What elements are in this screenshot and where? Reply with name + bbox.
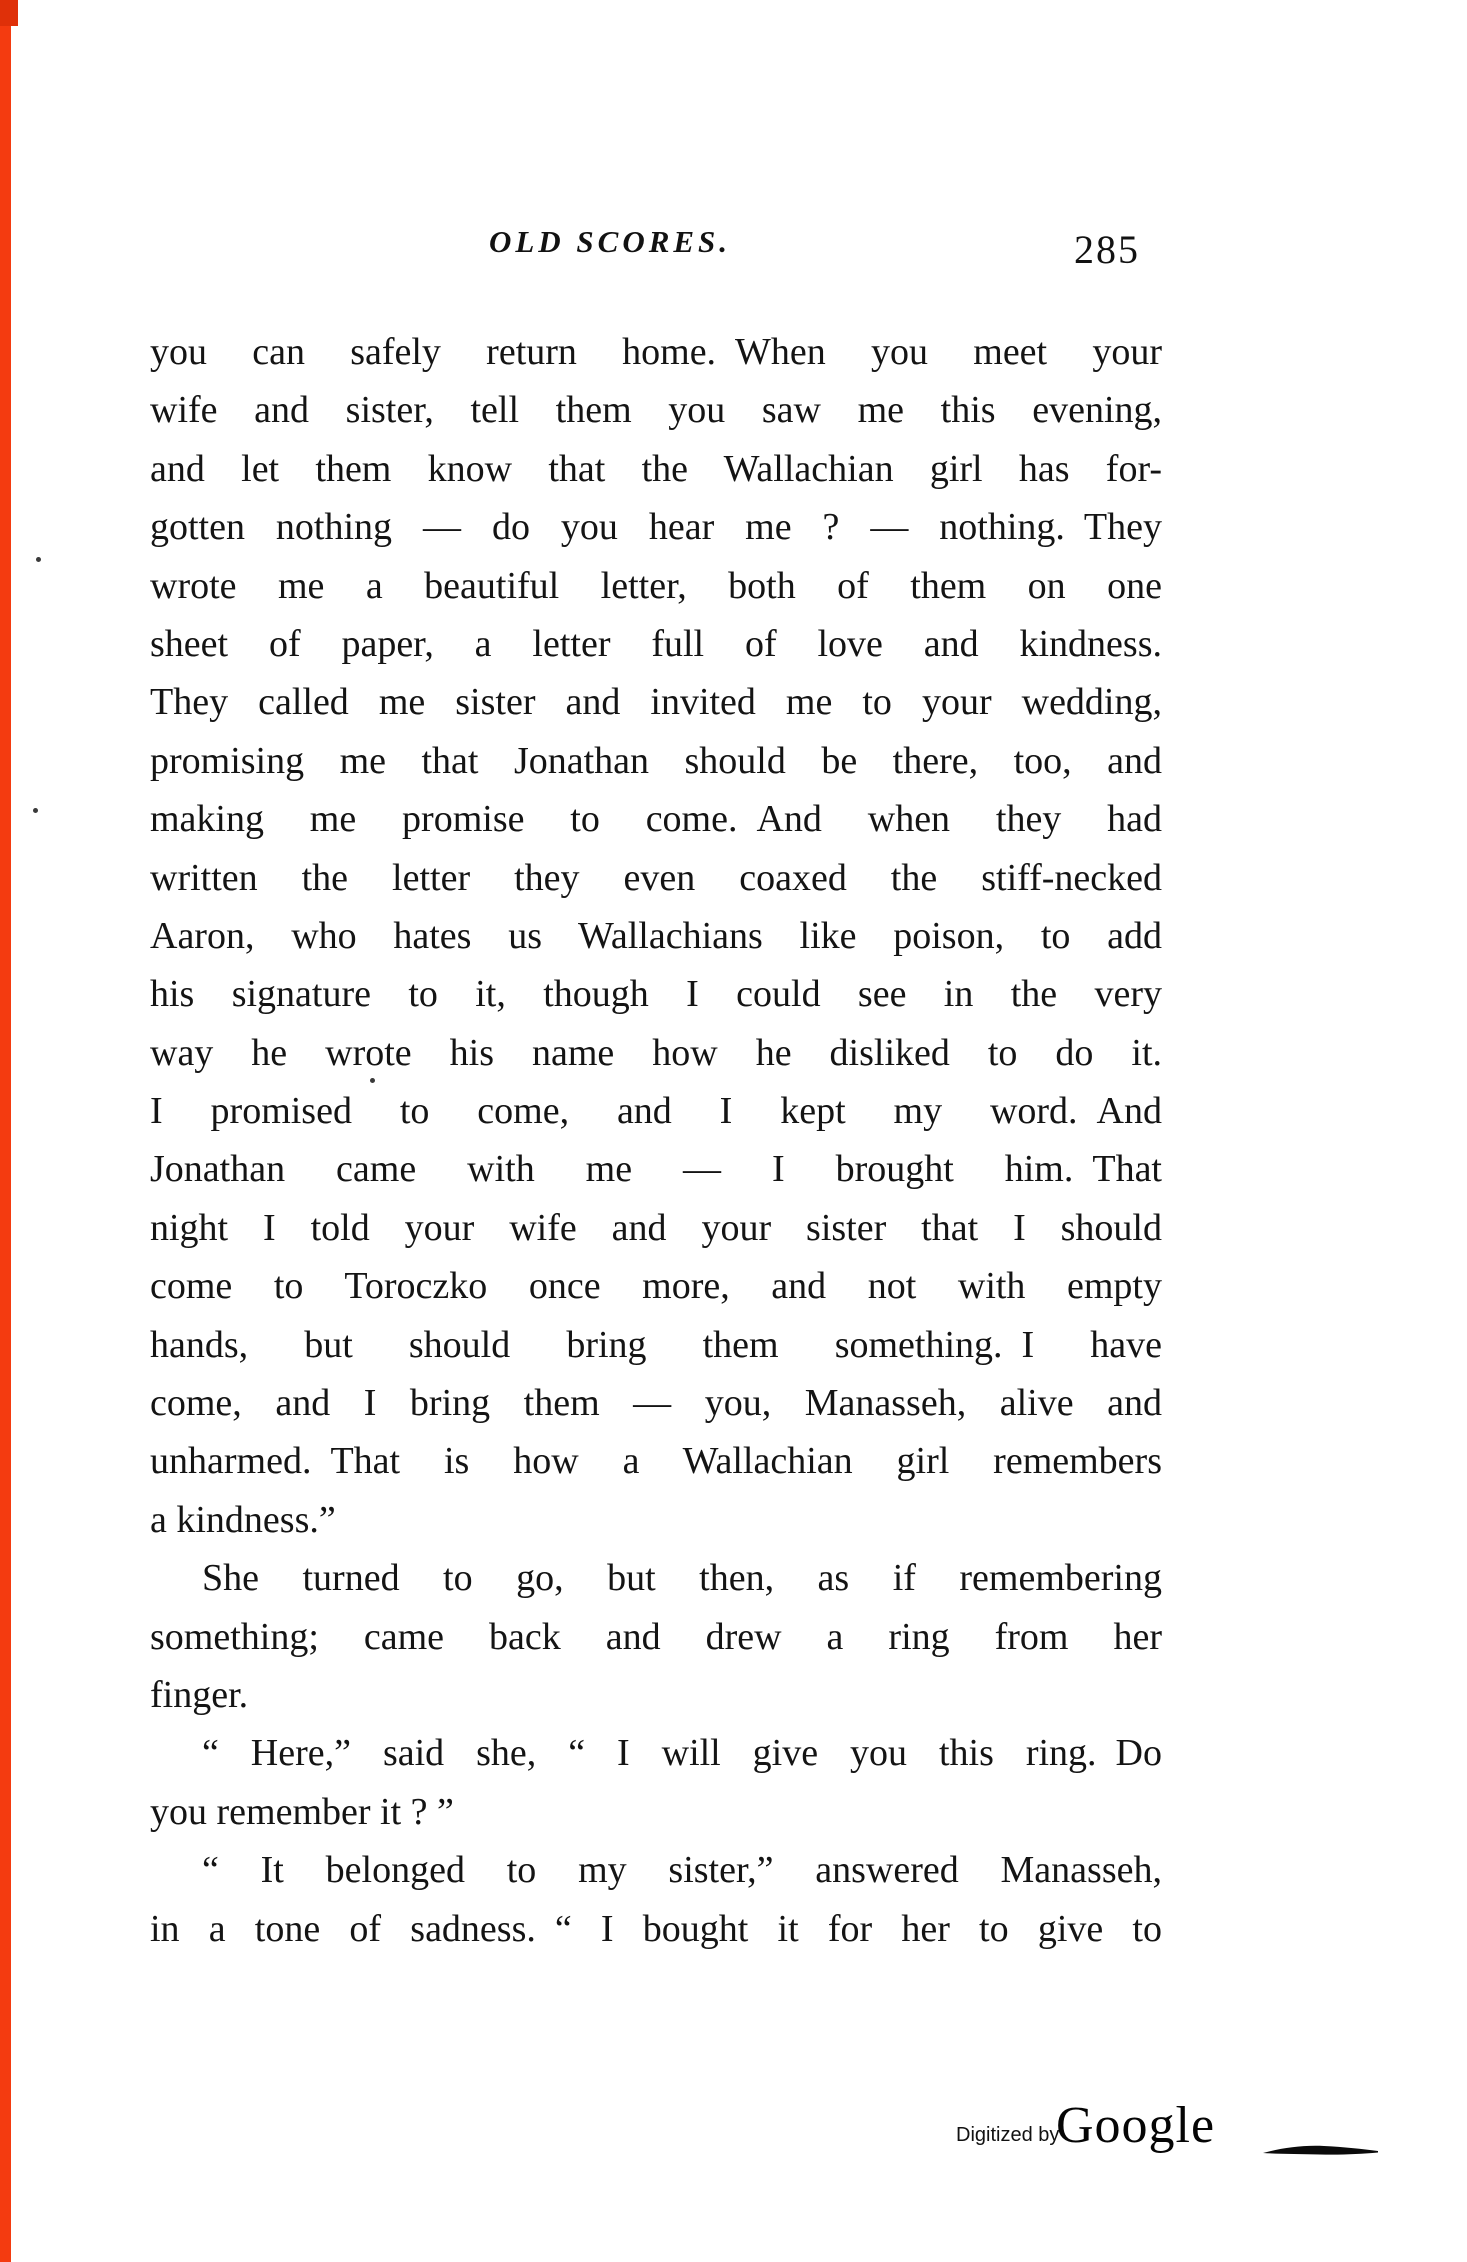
text-line: She turned to go, but then, as if remembering: [202, 1557, 1162, 1600]
text-line: and let them know that the Wallachian girl has for-: [150, 447, 1162, 490]
text-line: wife and sister, tell them you saw me this evening,: [150, 389, 1162, 432]
text-line: promising me that Jonathan should be there, too, and: [150, 739, 1162, 782]
text-line: night I told your wife and your sister that I should: [150, 1206, 1162, 1249]
digitized-by-label: Digitized by: [956, 2124, 1060, 2146]
text-line: something; came back and drew a ring from her: [150, 1615, 1162, 1658]
text-line: hands, but should bring them something. I have: [150, 1323, 1162, 1366]
text-line: Aaron, who hates us Wallachians like poison, to add: [150, 914, 1162, 957]
paragraph: [150, 1549, 1162, 1724]
scan-speck: [370, 1078, 375, 1083]
paragraph: [150, 323, 1162, 1549]
text-line: I promised to come, and I kept my word. And: [150, 1090, 1162, 1133]
google-logo: Google: [1056, 2097, 1216, 2154]
text-line: you can safely return home. When you meet your: [150, 331, 1162, 373]
paragraph: [150, 1724, 1162, 1841]
text-line: come to Toroczko once more, and not with empty: [150, 1265, 1162, 1308]
text-line: written the letter they even coaxed the stiff-necked: [150, 856, 1162, 899]
page-text: [150, 323, 1162, 1958]
text-line: you remember it ? ”: [150, 1790, 454, 1833]
ink-line-swoosh: [1262, 2143, 1380, 2159]
text-line: in a tone of sadness. “ I bought it for her to give to: [150, 1907, 1162, 1950]
scan-speck: [36, 557, 41, 562]
text-line: “ It belonged to my sister,” answered Manasseh,: [202, 1849, 1162, 1892]
text-line: way he wrote his name how he disliked to do it.: [150, 1031, 1162, 1074]
text-line: come, and I bring them — you, Manasseh, alive and: [150, 1382, 1162, 1425]
text-line: sheet of paper, a letter full of love and kindness.: [150, 622, 1162, 665]
text-line: finger.: [150, 1673, 249, 1716]
text-line: “ Here,” said she, “ I will give you this ring. Do: [202, 1732, 1162, 1775]
text-line: wrote me a beautiful letter, both of them on one: [150, 564, 1162, 607]
text-line: gotten nothing — do you hear me ? — nothing. They: [150, 506, 1162, 549]
text-line: Jonathan came with me — I brought him. That: [150, 1148, 1162, 1191]
text-line: They called me sister and invited me to your wedding,: [150, 681, 1162, 724]
running-header-title: OLD SCORES.: [488, 224, 732, 259]
paragraph: [150, 1841, 1162, 1958]
text-line: his signature to it, though I could see in the very: [150, 973, 1162, 1016]
text-line: a kindness.”: [150, 1498, 336, 1541]
page-number: 285: [1074, 227, 1140, 272]
text-line: making me promise to come. And when they had: [150, 798, 1162, 841]
scan-page-edge-corner: [0, 0, 18, 26]
text-line: unharmed. That is how a Wallachian girl remembers: [150, 1440, 1162, 1483]
scan-page-edge: [0, 0, 11, 2262]
scan-speck: [33, 808, 38, 813]
